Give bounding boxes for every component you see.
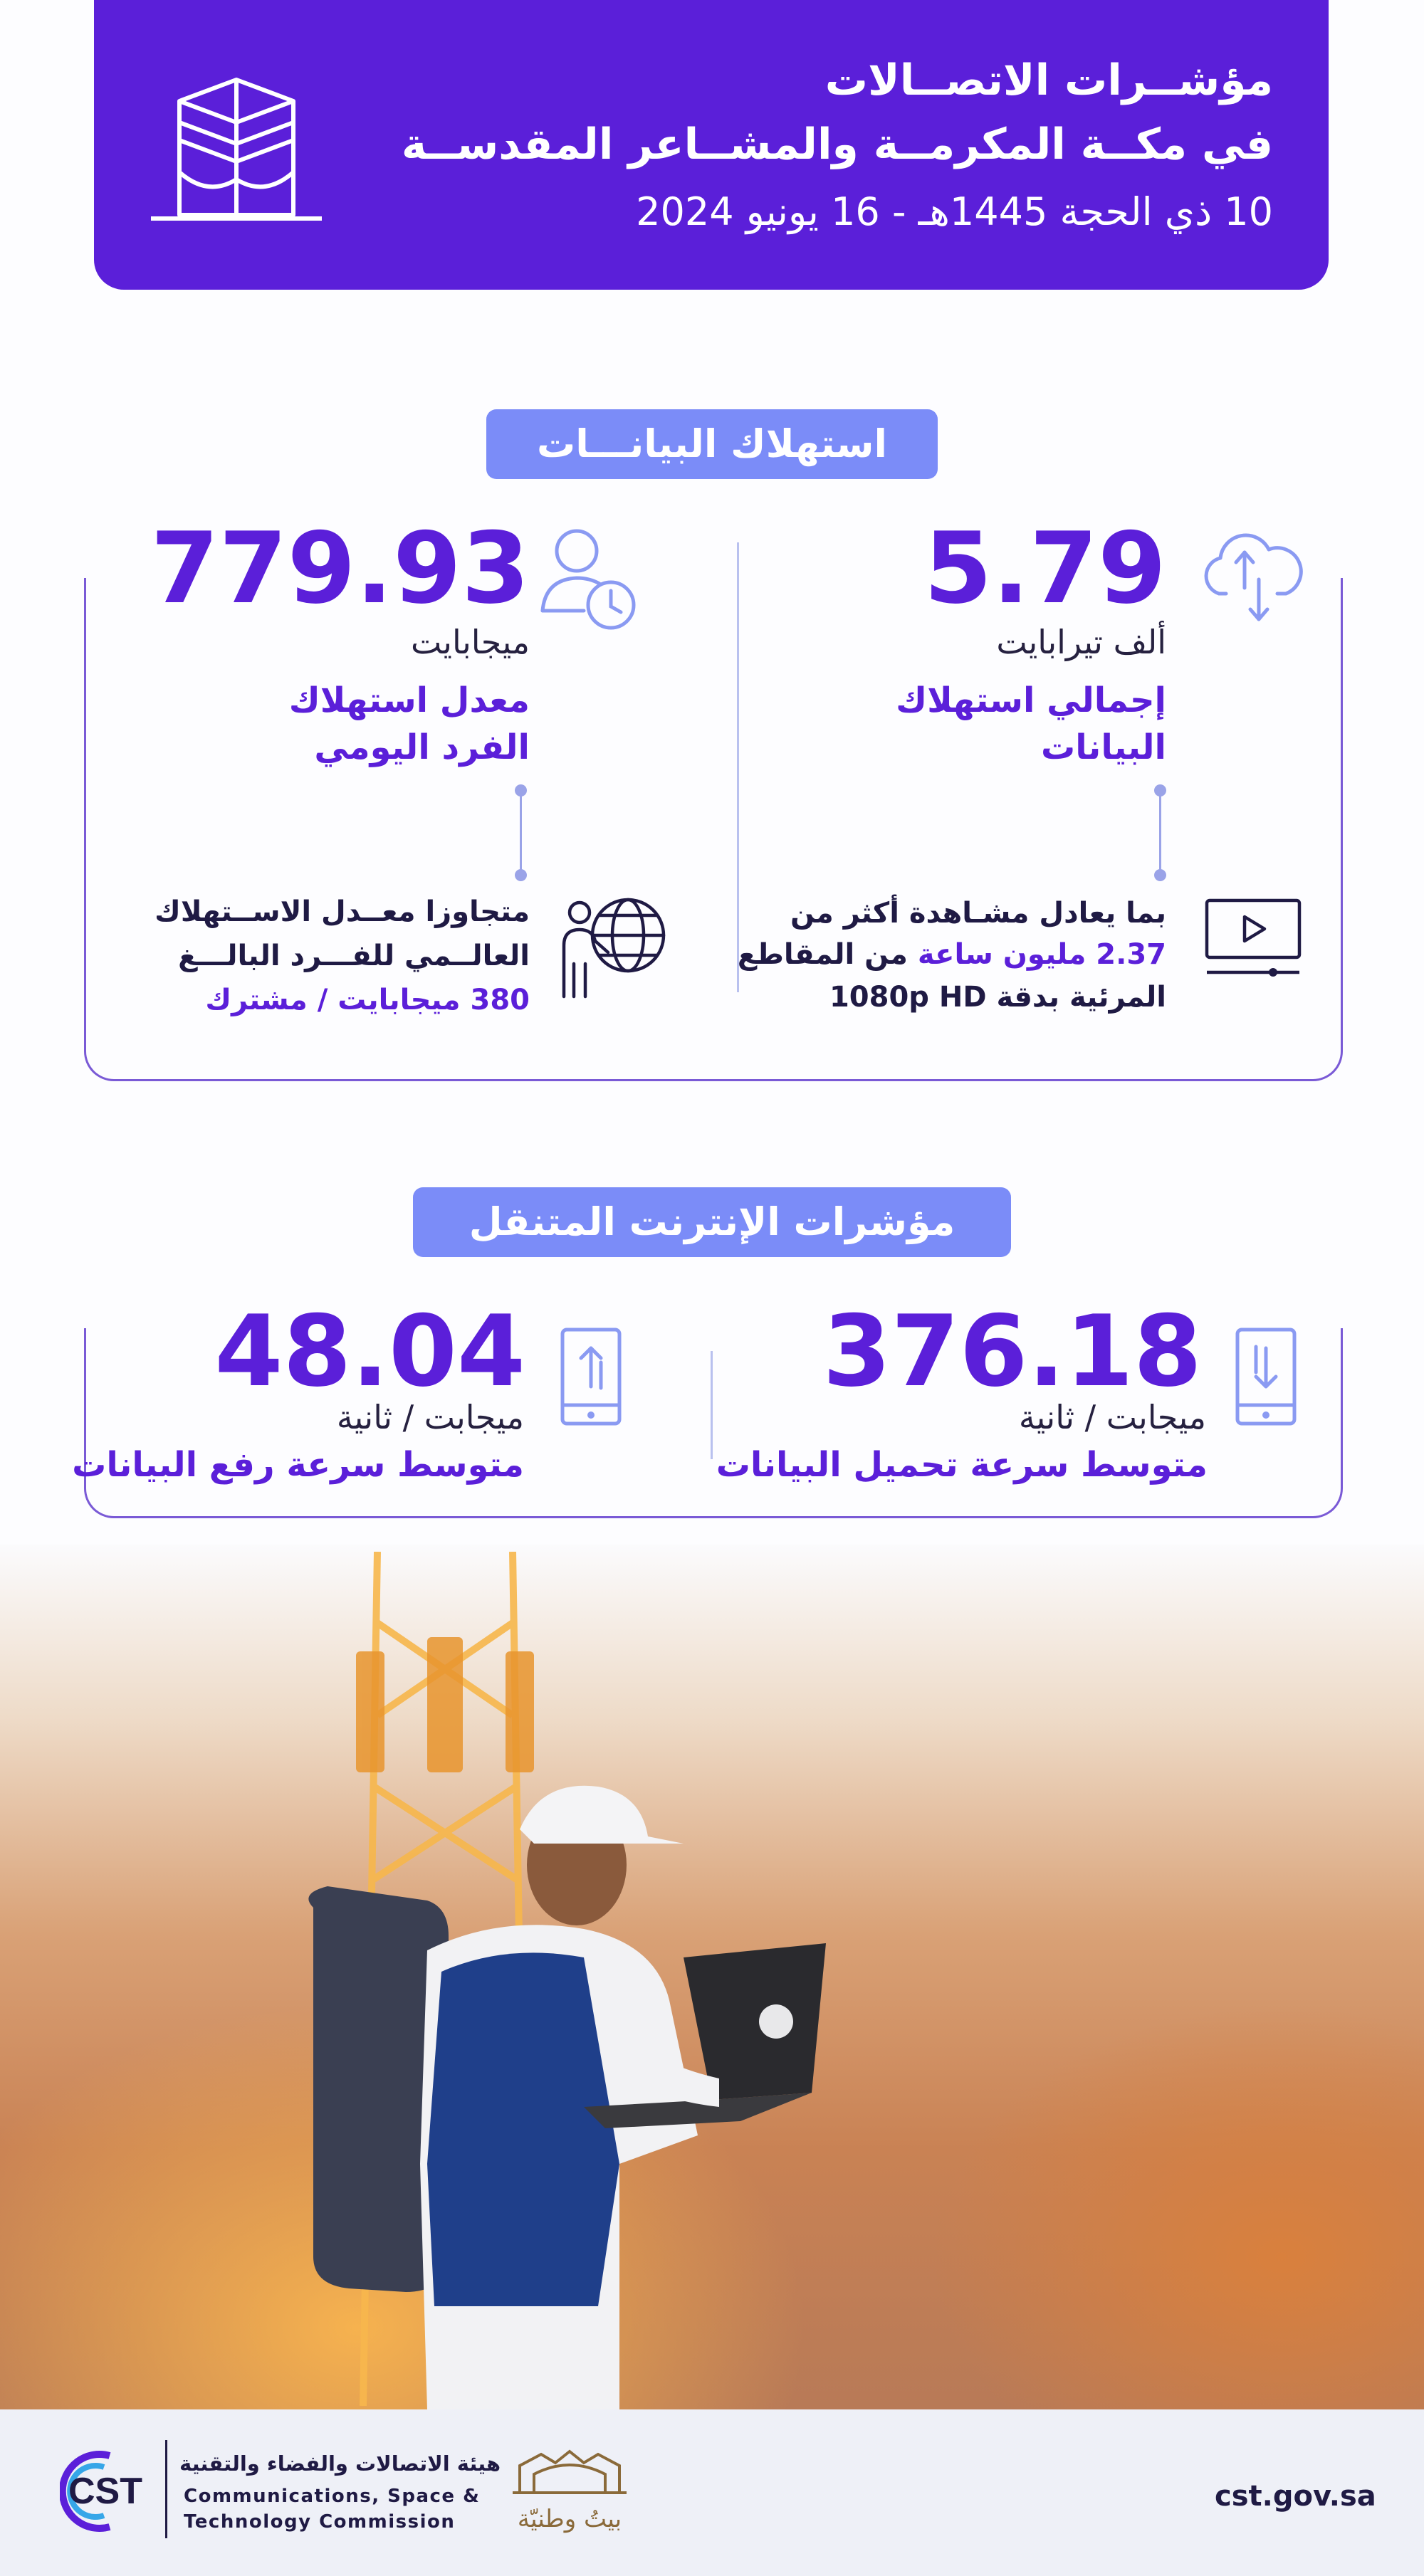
divider bbox=[711, 1351, 713, 1459]
vision-emblem-logo bbox=[498, 2449, 641, 2541]
header-title-line1: مؤشــرات الاتصــالات bbox=[824, 56, 1273, 105]
phone-download-icon bbox=[1235, 1327, 1297, 1426]
engineer-with-laptop bbox=[285, 1765, 897, 2409]
daily-note-line1: متجاوزا معــدل الاســتهلاك bbox=[155, 895, 530, 928]
cloud-transfer-icon bbox=[1198, 528, 1306, 628]
kaaba-icon bbox=[151, 73, 322, 229]
header-banner bbox=[94, 0, 1329, 290]
daily-consumption-label-line2: الفرد اليومي bbox=[314, 727, 530, 767]
total-data-value: 5.79 bbox=[923, 511, 1166, 626]
org-name-arabic: هيئة الاتصالات والفضاء والتقنية bbox=[179, 2451, 501, 2476]
cst-logo-text: CST bbox=[68, 2471, 142, 2512]
divider bbox=[737, 542, 739, 992]
upload-speed-unit: ميجابت / ثانية bbox=[336, 1398, 524, 1436]
header-date: 10 ذي الحجة 1445هـ - 16 يونيو 2024 bbox=[636, 189, 1273, 234]
connector-line bbox=[520, 790, 522, 876]
phone-upload-icon bbox=[560, 1327, 622, 1426]
org-name-english-line1: Communications, Space & bbox=[184, 2486, 481, 2507]
total-data-label-line2: البيانات bbox=[1041, 727, 1166, 767]
daily-consumption-label-line1: معدل استهلاك bbox=[288, 680, 530, 720]
total-data-unit: ألف تيرابايت bbox=[996, 623, 1166, 661]
video-player-icon bbox=[1205, 898, 1302, 978]
daily-note-line2: العالــمي للفـــرد البالـــغ bbox=[178, 940, 530, 972]
section-title-mobile-internet: مؤشرات الإنترنت المتنقل bbox=[413, 1187, 1011, 1257]
download-speed-value: 376.18 bbox=[822, 1294, 1202, 1409]
connector-line bbox=[1159, 790, 1161, 876]
website-link[interactable]: cst.gov.sa bbox=[1215, 2480, 1376, 2513]
upload-speed-value: 48.04 bbox=[214, 1294, 525, 1409]
download-speed-label: متوسط سرعة تحميل البيانات bbox=[716, 1445, 1208, 1485]
header-title-line2: في مكــة المكرمــة والمشــاعر المقدســة bbox=[401, 120, 1273, 169]
section-title-data-consumption: استهلاك البيانـــات bbox=[486, 409, 938, 479]
daily-consumption-unit: ميجابايت bbox=[410, 623, 530, 661]
total-data-label-line1: إجمالي استهلاك bbox=[896, 680, 1166, 720]
total-note-line3: المرئية بدقة 1080p HD bbox=[829, 981, 1166, 1014]
upload-speed-label: متوسط سرعة رفع البيانات bbox=[72, 1445, 524, 1485]
daily-note-line3: 380 ميجابايت / مشترك bbox=[205, 984, 530, 1016]
footer-separator bbox=[165, 2440, 167, 2538]
download-speed-unit: ميجابت / ثانية bbox=[1018, 1398, 1206, 1436]
total-note-line2: 2.37 مليون ساعة من المقاطع bbox=[737, 938, 1166, 971]
org-name-english-line2: Technology Commission bbox=[184, 2511, 456, 2533]
total-note-line1: بما يعادل مشـاهدة أكثر من bbox=[790, 897, 1166, 930]
user-clock-icon bbox=[538, 527, 639, 632]
daily-consumption-value: 779.93 bbox=[150, 511, 530, 626]
svg-text:بيتُ وطنيّة: بيتُ وطنيّة bbox=[517, 2505, 622, 2533]
person-globe-icon bbox=[558, 893, 669, 999]
